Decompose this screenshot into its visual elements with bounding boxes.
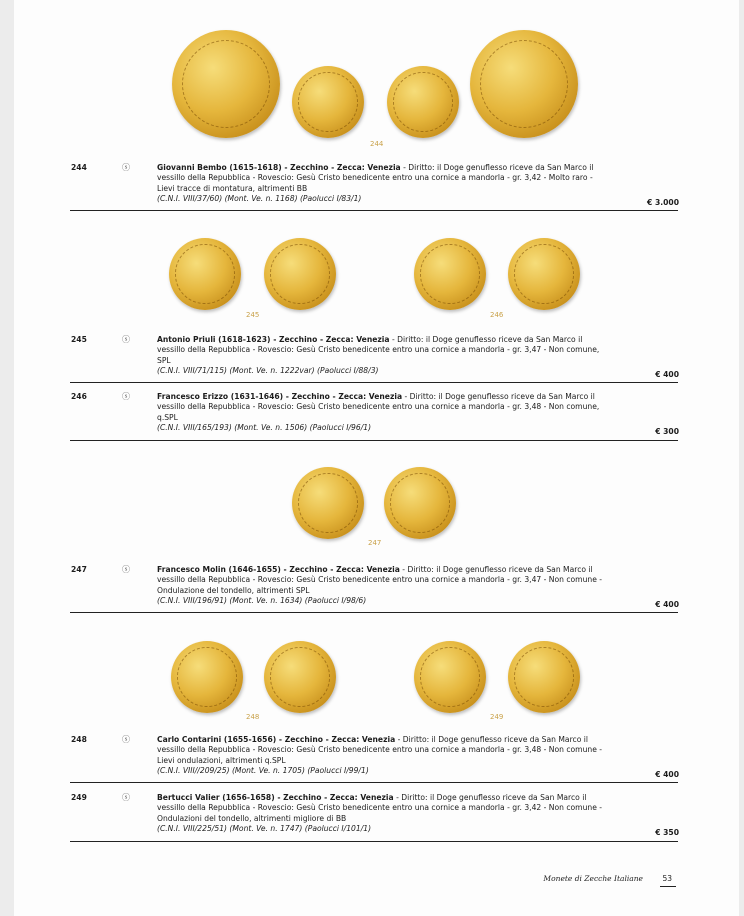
coin-248-reverse	[264, 641, 336, 713]
lot-price: € 3.000	[647, 198, 679, 207]
lot-number: 244	[71, 163, 87, 172]
plate-label-245: 245	[246, 311, 260, 319]
plate-label-247: 247	[368, 539, 382, 547]
lot-price: € 400	[655, 370, 679, 379]
lot-reference: (C.N.I. VIII/165/193) (Mont. Ve. n. 1506) (Paolucci I/96/1)	[157, 422, 372, 432]
coin-249-reverse	[508, 641, 580, 713]
lot-divider	[70, 782, 678, 783]
lot-description: Francesco Molin (1646-1655) - Zecchino - Zecca: Venezia - Diritto: il Doge genuflesso riceve da San Marco il vessillo della Repubblica - Rovescio: Gesù Cristo benedicente entro una cornice a mandorla - gr. 3,47 - Non comune - Ondulazione del tondello, altrimenti SPL (C.N.I. VIII/196/91) (Mont. Ve. n. 1634) (Paolucci I/98/6)	[157, 565, 603, 605]
page-number: 53	[662, 874, 672, 883]
lot-divider	[70, 612, 678, 613]
lot-price: € 350	[655, 828, 679, 837]
lot-reference: (C.N.I. VIII/196/91) (Mont. Ve. n. 1634) (Paolucci I/98/6)	[157, 595, 367, 605]
lot-price: € 300	[655, 427, 679, 436]
lot-reference: (C.N.I. VIII//209/25) (Mont. Ve. n. 1705) (Paolucci I/99/1)	[157, 765, 369, 775]
lot-price: € 400	[655, 770, 679, 779]
catalog-title: Monete di Zecche Italiane	[543, 874, 643, 883]
lot-divider	[70, 440, 678, 441]
plate-label-246: 246	[490, 311, 504, 319]
coin-248-obverse	[171, 641, 243, 713]
lot-description: Giovanni Bembo (1615-1618) - Zecchino - Zecca: Venezia - Diritto: il Doge genuflesso riceve da San Marco il vessillo della Repubblica - Rovescio: Gesù Cristo benedicente entro una cornice a mandorla - gr. 3,42 - Molto raro - Lievi tracce di montatura, altrimenti BB (C.N.I. VIII/37/60) (Mont. Ve. n. 1168) (Paolucci I/83/1)	[157, 163, 594, 203]
coin-245-reverse	[264, 238, 336, 310]
lot-divider	[70, 210, 678, 211]
lot-description: Francesco Erizzo (1631-1646) - Zecchino - Zecca: Venezia - Diritto: il Doge genuflesso riceve da San Marco il vessillo della Repubblica - Rovescio: Gesù Cristo benedicente entro una cornice a mandorla - gr. 3,48 - Non comune, q.SPL (C.N.I. VIII/165/193) (Mont. Ve. n. 1506) (Paolucci I/96/1)	[157, 392, 600, 432]
catalog-page	[14, 0, 739, 916]
plate-label-248: 248	[246, 713, 260, 721]
coin-246-reverse	[508, 238, 580, 310]
coin-244-large-obverse	[172, 30, 280, 138]
coin-247-reverse	[384, 467, 456, 539]
lot-description: Antonio Priuli (1618-1623) - Zecchino - Zecca: Venezia - Diritto: il Doge genuflesso riceve da San Marco il vessillo della Repubblica - Rovescio: Gesù Cristo benedicente entro una cornice a mandorla - gr. 3,47 - Non comune, SPL (C.N.I. VIII/71/115) (Mont. Ve. n. 1222var) (Paolucci I/88/3)	[157, 335, 600, 375]
lot-symbol-icon: ⓢ	[122, 565, 130, 574]
lot-divider	[70, 382, 678, 383]
lot-number: 246	[71, 392, 87, 401]
lot-symbol-icon: ⓢ	[122, 335, 130, 344]
coin-246-obverse	[414, 238, 486, 310]
lot-symbol-icon: ⓢ	[122, 793, 130, 802]
coin-244-large-reverse	[470, 30, 578, 138]
lot-divider	[70, 841, 678, 842]
plate-label-244: 244	[370, 140, 384, 148]
lot-description: Carlo Contarini (1655-1656) - Zecchino - Zecca: Venezia - Diritto: il Doge genuflesso riceve da San Marco il vessillo della Repubblica - Rovescio: Gesù Cristo benedicente entro una cornice a mandorla - gr. 3,48 - Non comune - Lievi ondulazioni, altrimenti q.SPL (C.N.I. VIII//209/25) (Mont. Ve. n. 1705) (Paolucci I/99/1)	[157, 735, 603, 775]
lot-price: € 400	[655, 600, 679, 609]
lot-number: 245	[71, 335, 87, 344]
coin-245-obverse	[169, 238, 241, 310]
lot-reference: (C.N.I. VIII/71/115) (Mont. Ve. n. 1222var) (Paolucci I/88/3)	[157, 365, 379, 375]
coin-247-obverse	[292, 467, 364, 539]
lot-symbol-icon: ⓢ	[122, 735, 130, 744]
coin-244-small-obverse	[292, 66, 364, 138]
lot-number: 249	[71, 793, 87, 802]
coin-249-obverse	[414, 641, 486, 713]
page-number-underline	[660, 886, 676, 887]
coin-244-small-reverse	[387, 66, 459, 138]
lot-description: Bertucci Valier (1656-1658) - Zecchino - Zecca: Venezia - Diritto: il Doge genuflesso riceve da San Marco il vessillo della Repubblica - Rovescio: Gesù Cristo benedicente entro una cornice a mandorla - gr. 3,42 - Non comune - Ondulazioni del tondello, altrimenti migliore di BB (C.N.I. VIII/225/51) (Mont. Ve. n. 1747) (Paolucci I/101/1)	[157, 793, 603, 833]
lot-number: 247	[71, 565, 87, 574]
lot-reference: (C.N.I. VIII/37/60) (Mont. Ve. n. 1168) (Paolucci I/83/1)	[157, 193, 362, 203]
lot-symbol-icon: ⓢ	[122, 392, 130, 401]
lot-symbol-icon: ⓢ	[122, 163, 130, 172]
lot-number: 248	[71, 735, 87, 744]
plate-label-249: 249	[490, 713, 504, 721]
lot-reference: (C.N.I. VIII/225/51) (Mont. Ve. n. 1747) (Paolucci I/101/1)	[157, 823, 372, 833]
